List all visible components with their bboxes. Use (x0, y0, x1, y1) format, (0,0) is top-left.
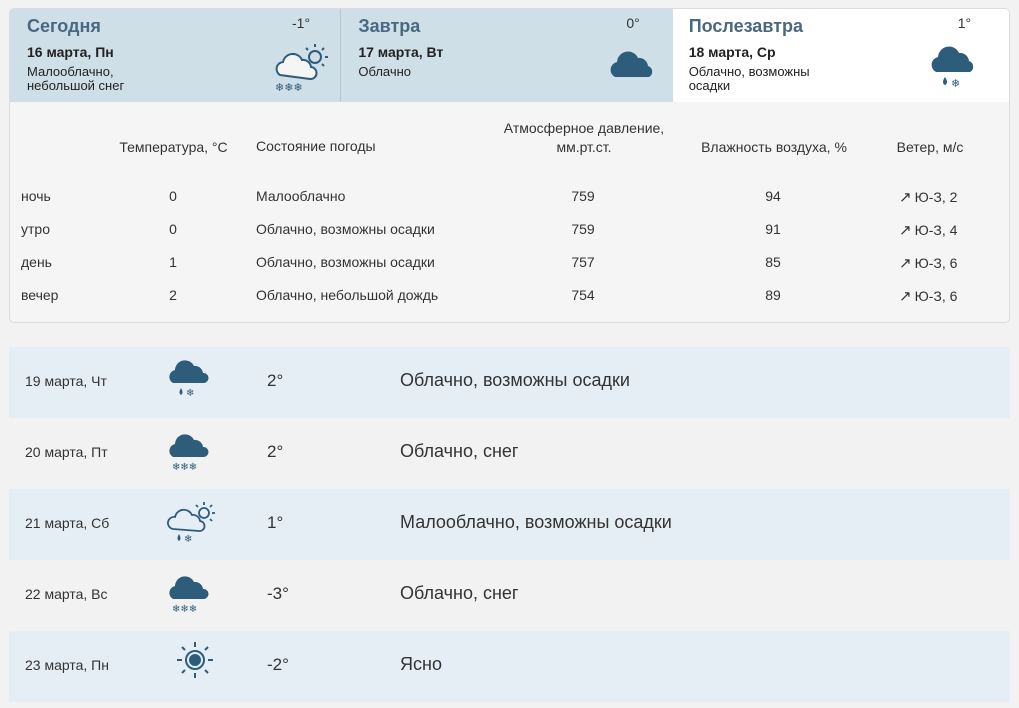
forecast-temperature: 2° (267, 442, 284, 461)
tab-day-after-tomorrow[interactable] (673, 9, 1009, 102)
wind-value: Ю-З, 2 (914, 189, 958, 205)
period-label: день (21, 254, 52, 270)
tab-date: 17 марта, Вт (358, 44, 444, 60)
period-wind (899, 254, 957, 272)
sun-icon (175, 640, 215, 685)
wind-direction-icon: ↗ (899, 222, 912, 239)
period-state: Облачно, небольшой дождь (256, 287, 439, 303)
tab-description: Малооблачно, небольшой снег (27, 64, 125, 93)
forecast-date: 20 марта, Пт (25, 444, 108, 460)
cloud-snow-icon (166, 570, 210, 621)
tab-tomorrow[interactable] (341, 9, 672, 102)
forecast-description: Облачно, возможны осадки (400, 370, 630, 390)
wind-direction-icon: ↗ (899, 189, 912, 206)
forecast-description: Облачно, снег (400, 441, 519, 461)
tab-date: 18 марта, Ср (688, 44, 776, 60)
tab-title: Завтра (358, 16, 421, 36)
tab-temperature: -1° (292, 15, 311, 31)
tab-temperature: 1° (957, 15, 972, 31)
period-humidity: 94 (765, 188, 781, 204)
wind-value: Ю-З, 6 (914, 255, 958, 271)
period-humidity: 91 (765, 221, 781, 237)
forecast-card (9, 8, 1010, 323)
forecast-row[interactable] (9, 560, 1010, 631)
period-label: вечер (21, 287, 59, 303)
tab-title: Послезавтра (688, 16, 803, 36)
forecast-row[interactable] (9, 347, 1010, 418)
svg-text:❄: ❄ (950, 77, 960, 90)
period-wind (899, 188, 957, 206)
period-temperature: 0 (169, 188, 177, 204)
period-humidity: 85 (765, 254, 781, 270)
partly-cloudy-snow-icon (272, 41, 332, 98)
svg-text:❄❄❄: ❄❄❄ (172, 462, 198, 473)
forecast-date: 19 марта, Чт (25, 373, 107, 389)
period-pressure: 754 (571, 287, 595, 303)
header-wind: Ветер, м/с (896, 139, 964, 155)
svg-text:❄: ❄ (184, 534, 193, 545)
tab-description: Облачно, возможны осадки (688, 64, 810, 93)
forecast-temperature: 2° (267, 371, 284, 390)
header-temperature: Температура, °С (119, 139, 228, 155)
period-pressure: 757 (571, 254, 595, 270)
tab-date: 16 марта, Пн (27, 44, 114, 60)
wind-value: Ю-З, 4 (914, 222, 958, 238)
forecast-temperature: -3° (267, 584, 289, 603)
forecast-date: 22 марта, Вс (25, 586, 108, 602)
period-label: ночь (21, 188, 51, 204)
forecast-temperature: -2° (267, 655, 289, 674)
wind-direction-icon: ↗ (899, 255, 912, 272)
cloud-snow-icon (166, 428, 210, 479)
period-temperature: 2 (169, 287, 177, 303)
forecast-row[interactable] (9, 631, 1010, 702)
svg-text:❄: ❄ (186, 388, 195, 399)
header-pressure (484, 119, 684, 157)
forecast-date: 23 марта, Пн (25, 657, 109, 673)
cloud-sleet-icon (929, 39, 979, 96)
svg-text:❄❄❄: ❄❄❄ (275, 81, 303, 93)
wind-direction-icon: ↗ (899, 288, 912, 305)
period-state: Малооблачно (256, 188, 346, 204)
period-state: Облачно, возможны осадки (256, 221, 435, 237)
forecast-row[interactable] (9, 418, 1010, 489)
period-pressure: 759 (571, 188, 595, 204)
period-humidity: 89 (765, 287, 781, 303)
forecast-description: Облачно, снег (400, 583, 519, 603)
svg-text:❄❄❄: ❄❄❄ (172, 604, 198, 615)
period-wind (899, 287, 957, 305)
forecast-date: 21 марта, Сб (25, 515, 110, 531)
period-state: Облачно, возможны осадки (256, 254, 435, 270)
day-tabs (10, 9, 1009, 102)
header-pressure-line2: мм.рт.ст. (556, 139, 612, 155)
period-temperature: 1 (169, 254, 177, 270)
forecast-temperature: 1° (267, 513, 284, 532)
forecast-row[interactable] (9, 489, 1010, 560)
cloud-icon (607, 44, 657, 85)
tab-title: Сегодня (27, 16, 101, 36)
tab-temperature: 0° (626, 15, 640, 31)
cloud-sleet-icon (166, 354, 210, 405)
period-pressure: 759 (571, 221, 595, 237)
header-pressure-line1: Атмосферное давление, (503, 120, 665, 136)
partly-cloudy-sleet-icon (167, 499, 219, 550)
wind-value: Ю-З, 6 (914, 288, 958, 304)
period-wind (899, 221, 957, 239)
header-state: Состояние погоды (256, 138, 376, 154)
period-label: утро (21, 221, 50, 237)
tab-description: Облачно (358, 64, 412, 79)
header-humidity: Влажность воздуха, % (701, 139, 847, 155)
forecast-description: Малооблачно, возможны осадки (400, 512, 672, 532)
forecast-description: Ясно (400, 654, 442, 674)
period-temperature: 0 (169, 221, 177, 237)
tab-today[interactable] (10, 9, 341, 102)
